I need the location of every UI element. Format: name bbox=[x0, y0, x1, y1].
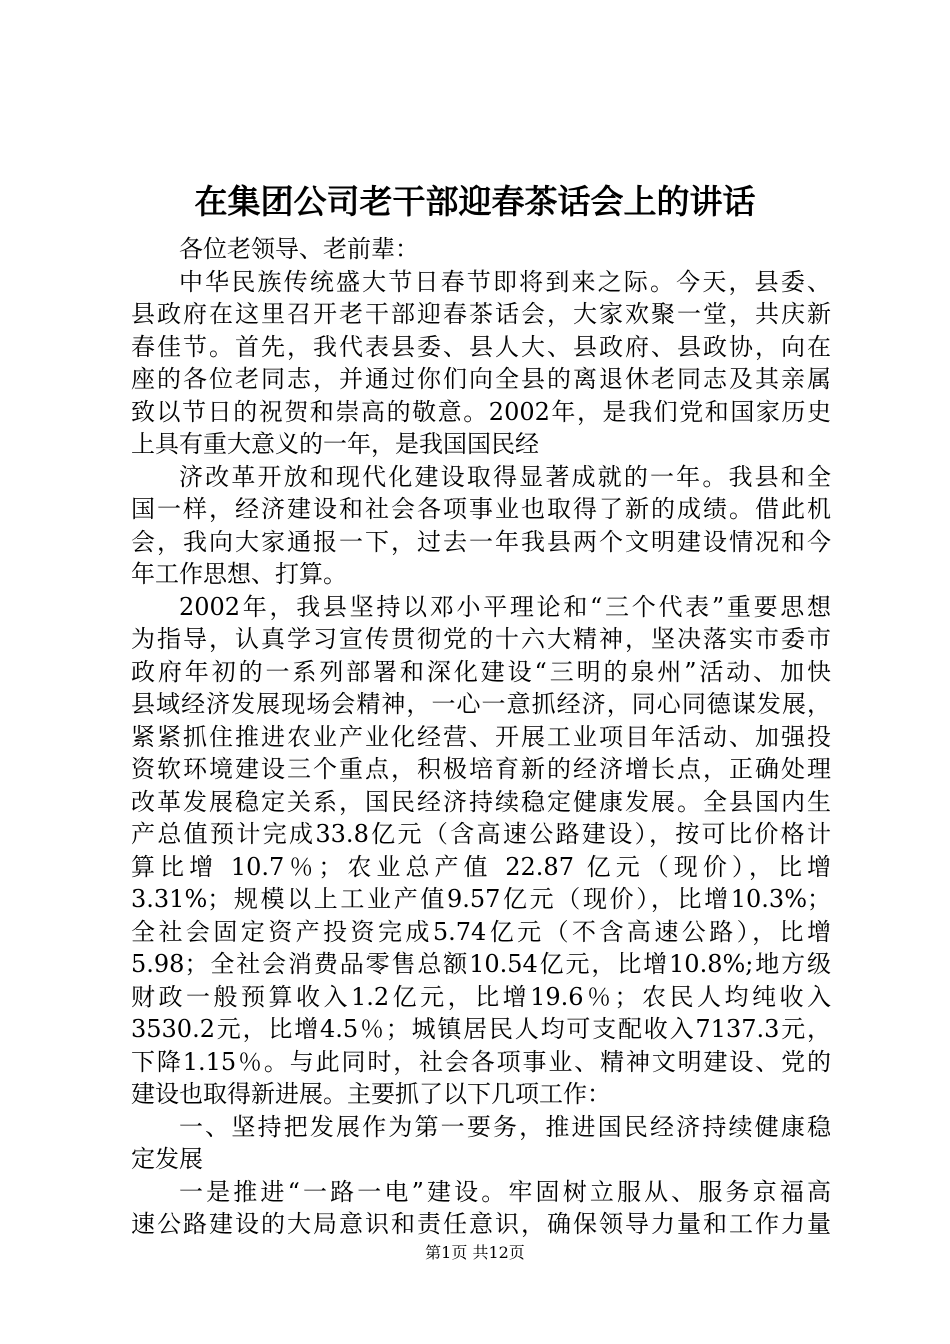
text-line: 改革发展稳定关系，国民经济持续稳定健康发展。全县国内生 bbox=[131, 787, 831, 816]
text-line: 建设也取得新进展。主要抓了以下几项工作： bbox=[131, 1080, 611, 1108]
text-line: 财政一般预算收入1.2亿元，比增19.6％；农民人均纯收入 bbox=[131, 982, 831, 1011]
text-line: 各位老领导、老前辈： bbox=[179, 235, 419, 263]
text-line: 上具有重大意义的一年，是我国国民经 bbox=[131, 430, 539, 458]
text-line: 紧紧抓住推进农业产业化经营、开展工业项目年活动、加强投 bbox=[131, 722, 831, 751]
text-line: 国一样，经济建设和社会各项事业也取得了新的成绩。借此机 bbox=[131, 495, 831, 523]
document-body bbox=[131, 233, 831, 1241]
text-line: 会，我向大家通报一下，过去一年我县两个文明建设情况和今 bbox=[131, 527, 831, 556]
text-line: 春佳节。首先，我代表县委、县人大、县政府、县政协，向在 bbox=[131, 332, 831, 361]
text-line: 速公路建设的大局意识和责任意识，确保领导力量和工作力量 bbox=[131, 1210, 831, 1238]
text-line: 座的各位老同志，并通过你们向全县的离退休老同志及其亲属 bbox=[131, 365, 831, 393]
text-line: 产总值预计完成33.8亿元（含高速公路建设），按可比价格计 bbox=[131, 820, 831, 848]
text-line: 资软环境建设三个重点，积极培育新的经济增长点，正确处理 bbox=[131, 755, 831, 783]
text-line: 5.98；全社会消费品零售总额10.54亿元，比增10.8%;地方级 bbox=[131, 950, 831, 978]
text-line: 一、坚持把发展作为第一要务，推进国民经济持续健康稳 bbox=[179, 1112, 831, 1141]
text-line: 2002年，我县坚持以邓小平理论和“三个代表”重要思想 bbox=[179, 592, 831, 621]
text-line: 为指导，认真学习宣传贯彻党的十六大精神，坚决落实市委市 bbox=[131, 625, 831, 653]
page-footer: 第1页 共12页 bbox=[425, 1243, 525, 1262]
text-line: 全社会固定资产投资完成5.74亿元（不含高速公路），比增 bbox=[131, 917, 831, 946]
text-line: 3530.2元，比增4.5％；城镇居民人均可支配收入7137.3元， bbox=[131, 1015, 831, 1043]
text-line: 致以节日的祝贺和崇高的敬意。2002年，是我们党和国家历史 bbox=[131, 397, 831, 426]
text-line: 算比增 10.7％；农业总产值 22.87 亿元（现价），比增 bbox=[131, 852, 831, 881]
text-line: 县政府在这里召开老干部迎春茶话会，大家欢聚一堂，共庆新 bbox=[131, 300, 831, 328]
document-title: 在集团公司老干部迎春茶话会上的讲话 bbox=[194, 182, 756, 221]
text-line: 县域经济发展现场会精神，一心一意抓经济，同心同德谋发展， bbox=[131, 690, 831, 718]
text-line: 3.31%；规模以上工业产值9.57亿元（现价），比增10.3%； bbox=[131, 885, 831, 913]
text-line: 济改革开放和现代化建设取得显著成就的一年。我县和全 bbox=[179, 462, 831, 491]
text-line: 定发展 bbox=[131, 1145, 203, 1173]
text-line: 一是推进“一路一电”建设。牢固树立服从、服务京福高 bbox=[179, 1177, 831, 1206]
text-line: 政府年初的一系列部署和深化建设“三明的泉州”活动、加快 bbox=[131, 657, 831, 686]
text-line: 中华民族传统盛大节日春节即将到来之际。今天，县委、 bbox=[179, 267, 831, 296]
text-line: 下降1.15％。与此同时，社会各项事业、精神文明建设、党的 bbox=[131, 1047, 831, 1076]
text-line: 年工作思想、打算。 bbox=[131, 560, 347, 588]
